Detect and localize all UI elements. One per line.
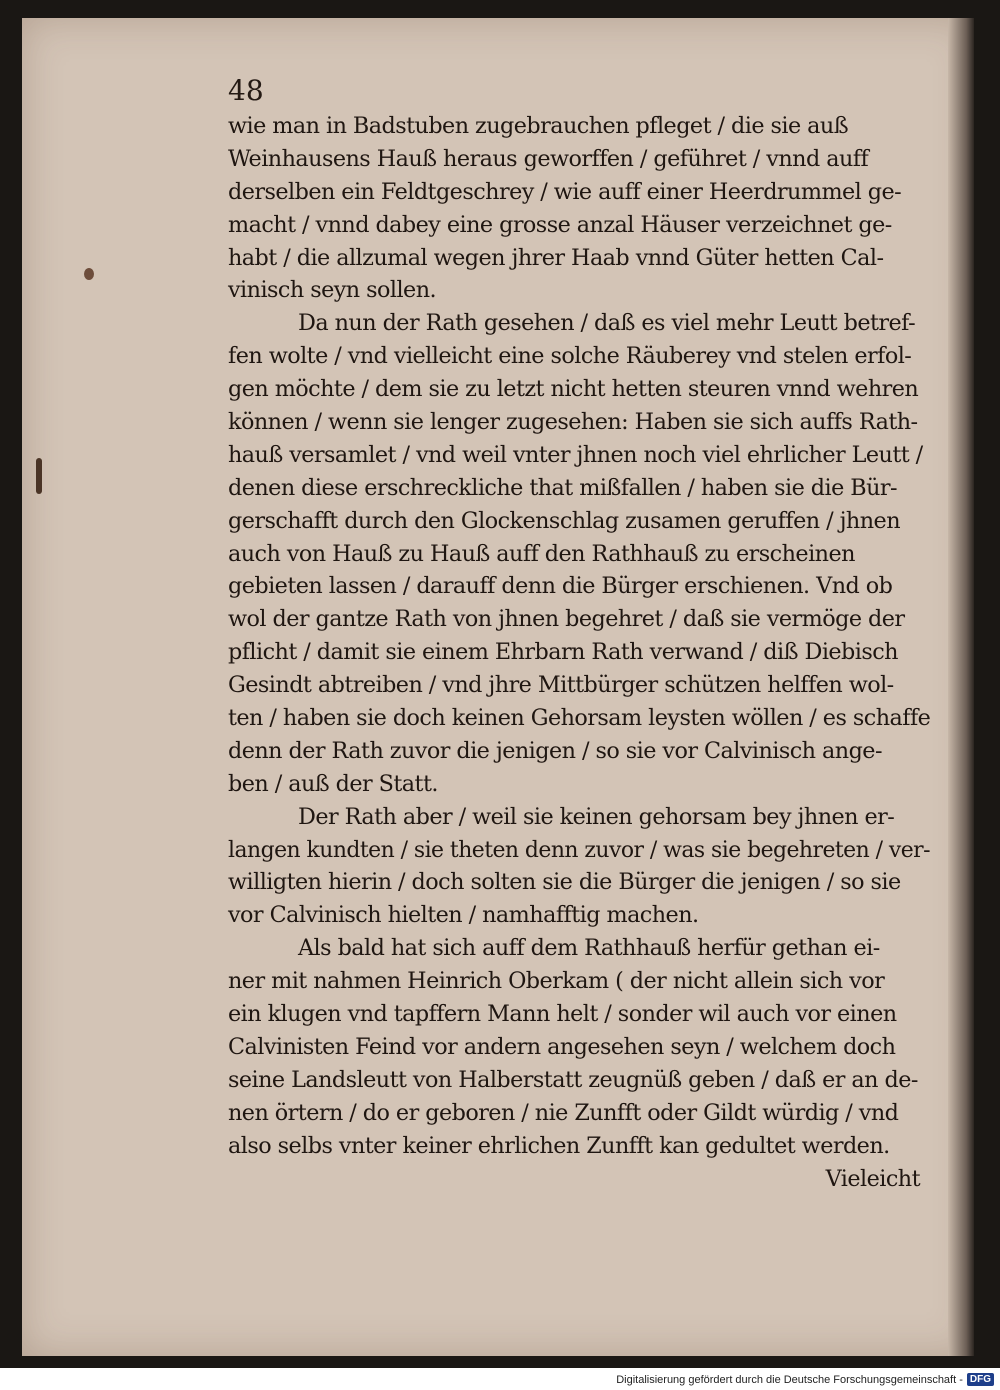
text-line: vinisch seyn sollen. (228, 277, 437, 304)
text-line: hauß versamlet / vnd weil vnter jhnen noch viel ehrlicher Leutt / (228, 441, 923, 468)
credit-text: Digitalisierung gefördert durch die Deutsche Forschungsgemeinschaft - (616, 1373, 963, 1386)
text-line: Der Rath aber / weil sie keinen gehorsam bey jhnen er- (298, 803, 895, 830)
text-line: denen diese erschreckliche that mißfallen / haben sie die Bür- (228, 474, 898, 501)
body-text (228, 110, 930, 1195)
text-line: macht / vnnd dabey eine grosse anzal Häuser verzeichnet ge- (228, 211, 892, 238)
text-line: willigten hierin / doch solten sie die Bürger die jenigen / so sie (228, 869, 901, 896)
text-line: auch von Hauß zu Hauß auff den Rathhauß zu erscheinen (228, 540, 855, 567)
text-line: gerschafft durch den Glockenschlag zusamen geruffen / jhnen (228, 507, 901, 534)
text-line: Als bald hat sich auff dem Rathhauß herfür gethan ei- (298, 935, 880, 962)
text-line: Weinhausens Hauß heraus geworffen / geführet / vnnd auff (228, 145, 869, 172)
text-line: also selbs vnter keiner ehrlichen Zunfft kan gedultet werden. (228, 1132, 890, 1159)
text-line: gen möchte / dem sie zu letzt nicht hetten steuren vnnd wehren (228, 376, 919, 403)
text-line: Da nun der Rath gesehen / daß es viel mehr Leutt betref- (298, 310, 916, 337)
page-edge (948, 18, 974, 1356)
stain-mark (84, 268, 94, 280)
text-line: seine Landsleutt von Halberstatt zeugnüß geben / daß er an de- (228, 1066, 918, 1093)
text-line: gebieten lassen / darauff denn die Bürger erschienen. Vnd ob (228, 573, 893, 600)
text-line: ten / haben sie doch keinen Gehorsam leysten wöllen / es schaffe (228, 705, 931, 732)
text-line: fen wolte / vnd vielleicht eine solche Räuberey vnd stelen erfol- (228, 343, 912, 370)
page-number: 48 (228, 74, 264, 107)
text-line: denn der Rath zuvor die jenigen / so sie vor Calvinisch ange- (228, 737, 882, 764)
text-line: ein klugen vnd tapffern Mann helt / sonder wil auch vor einen (228, 1001, 897, 1028)
text-line: derselben ein Feldtgeschrey / wie auff einer Heerdrummel ge- (228, 178, 902, 205)
text-line: ner mit nahmen Heinrich Oberkam ( der nicht allein sich vor (228, 968, 885, 995)
text-line: wol der gantze Rath von jhnen begehret / daß sie vermöge der (228, 606, 905, 633)
text-line: Gesindt abtreiben / vnd jhre Mittbürger schützen helffen wol- (228, 672, 894, 699)
text-line: vor Calvinisch hielten / namhafftig machen. (228, 902, 699, 929)
text-line: nen örtern / do er geboren / nie Zunfft oder Gildt würdig / vnd (228, 1099, 899, 1126)
text-line: Calvinisten Feind vor andern angesehen seyn / welchem doch (228, 1033, 896, 1060)
text-line: können / wenn sie lenger zugesehen: Haben sie sich auffs Rath- (228, 409, 918, 436)
dfg-logo: DFG (967, 1373, 994, 1386)
binding-mark (36, 458, 42, 494)
text-line: wie man in Badstuben zugebrauchen pfleget / die sie auß (228, 113, 849, 139)
text-line: langen kundten / sie theten denn zuvor / was sie begehreten / ver- (228, 836, 930, 863)
text-line: pflicht / damit sie einem Ehrbarn Rath verwand / diß Diebisch (228, 639, 898, 666)
text-line: habt / die allzumal wegen jhrer Haab vnnd Güter hetten Cal- (228, 244, 884, 271)
text-line: ben / auß der Statt. (228, 770, 438, 797)
digitization-credit (616, 1373, 994, 1386)
catchword: Vieleicht (825, 1165, 920, 1192)
